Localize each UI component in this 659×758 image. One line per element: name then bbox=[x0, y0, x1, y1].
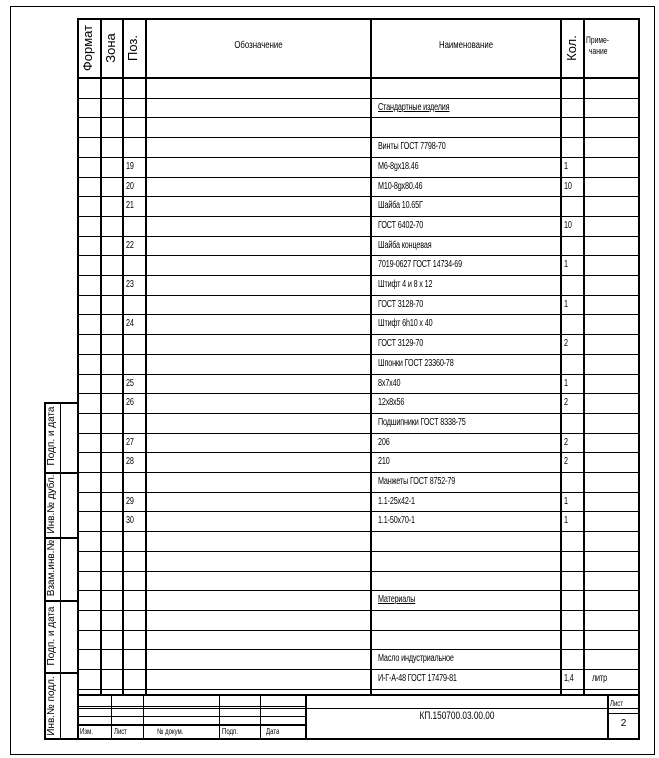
row-name: Масло индустриальное bbox=[378, 653, 454, 664]
row-name: 1.1-25х42-1 bbox=[378, 496, 415, 507]
row-name: Штифт 6h10 х 40 bbox=[378, 318, 433, 329]
row-name: Штифт 4 и 8 х 12 bbox=[378, 279, 433, 290]
row-qty: 1 bbox=[564, 161, 568, 172]
row-qty: 10 bbox=[564, 220, 572, 231]
stamp-izm: Изм. bbox=[80, 727, 93, 736]
stamp-sheet-label: Лист bbox=[610, 699, 624, 708]
stamp-sheet-number: 2 bbox=[620, 718, 627, 729]
row-name: Стандартные изделия bbox=[378, 102, 450, 113]
row-pos: 28 bbox=[126, 456, 134, 467]
row-name: Манжеты ГОСТ 8752-79 bbox=[378, 476, 456, 487]
row-qty: 2 bbox=[564, 437, 568, 448]
row-name: 7019-0627 ГОСТ 14734-69 bbox=[378, 259, 463, 270]
stamp-data: Дата bbox=[266, 727, 280, 736]
row-name: 1.1-50х70-1 bbox=[378, 515, 415, 526]
row-pos: 19 bbox=[126, 161, 134, 172]
row-qty: 2 bbox=[564, 338, 568, 349]
row-name: Подшипники ГОСТ 8338-75 bbox=[378, 417, 466, 428]
row-qty: 1 bbox=[564, 496, 568, 507]
row-pos: 21 bbox=[126, 200, 134, 211]
specification-frame bbox=[77, 18, 640, 740]
row-pos: 26 bbox=[126, 397, 134, 408]
row-note: литр bbox=[592, 673, 607, 684]
row-name: Шпонки ГОСТ 23360-78 bbox=[378, 358, 454, 369]
row-pos: 20 bbox=[126, 181, 134, 192]
header-qty: Кол. bbox=[564, 35, 579, 61]
header-note-line1: Приме- bbox=[586, 35, 610, 45]
row-qty: 1 bbox=[564, 299, 568, 310]
row-qty: 1,4 bbox=[564, 673, 574, 684]
row-name: Винты ГОСТ 7798-70 bbox=[378, 141, 446, 152]
stamp-designation: КП.150700.03.00.00 bbox=[419, 710, 495, 722]
row-name: 210 bbox=[378, 456, 390, 467]
row-pos: 25 bbox=[126, 378, 134, 389]
row-name: И-Г-А-48 ГОСТ 17479-81 bbox=[378, 673, 457, 684]
header-note bbox=[586, 35, 638, 57]
row-name: Шайба концевая bbox=[378, 240, 432, 251]
row-qty: 1 bbox=[564, 378, 568, 389]
header-name: Наименование bbox=[438, 40, 494, 51]
row-pos: 22 bbox=[126, 240, 134, 251]
stamp-ndokum: № докум. bbox=[157, 727, 184, 736]
row-name: 8х7х40 bbox=[378, 378, 401, 389]
row-pos: 27 bbox=[126, 437, 134, 448]
header-note-line2: чание bbox=[589, 46, 608, 56]
row-pos: 24 bbox=[126, 318, 134, 329]
row-name: Шайба 10.65Г bbox=[378, 200, 423, 211]
row-pos: 30 bbox=[126, 515, 134, 526]
side-label-signature-date-2: Подп. и дата bbox=[46, 606, 57, 666]
row-name: М6-8gх18.46 bbox=[378, 161, 419, 172]
row-qty: 2 bbox=[564, 397, 568, 408]
row-name: ГОСТ 3128-70 bbox=[378, 299, 424, 310]
row-qty: 1 bbox=[564, 259, 568, 270]
header-designation: Обозначение bbox=[234, 40, 283, 51]
side-label-signature-date-1: Подп. и дата bbox=[46, 406, 57, 466]
header-pos: Поз. bbox=[125, 35, 140, 61]
side-label-vzam-inv: Взам.инв.№ bbox=[46, 539, 57, 597]
side-label-inv-dup: Инв.№ дубл. bbox=[46, 474, 57, 534]
side-label-inv-orig: Инв.№ подл. bbox=[46, 676, 57, 736]
row-pos: 23 bbox=[126, 279, 134, 290]
row-name: 206 bbox=[378, 437, 390, 448]
row-name: Материалы bbox=[378, 594, 416, 605]
row-qty: 1 bbox=[564, 515, 568, 526]
row-name: М10-8gх80.46 bbox=[378, 181, 423, 192]
row-qty: 10 bbox=[564, 181, 572, 192]
row-name: 12х8х56 bbox=[378, 397, 405, 408]
row-qty: 2 bbox=[564, 456, 568, 467]
header-format: Формат bbox=[80, 24, 95, 72]
row-name: ГОСТ 6402-70 bbox=[378, 220, 424, 231]
stamp-podp: Подп. bbox=[222, 727, 238, 736]
row-name: ГОСТ 3129-70 bbox=[378, 338, 424, 349]
stamp-list: Лист bbox=[114, 727, 128, 736]
header-zone: Зона bbox=[103, 33, 118, 63]
row-pos: 29 bbox=[126, 496, 134, 507]
